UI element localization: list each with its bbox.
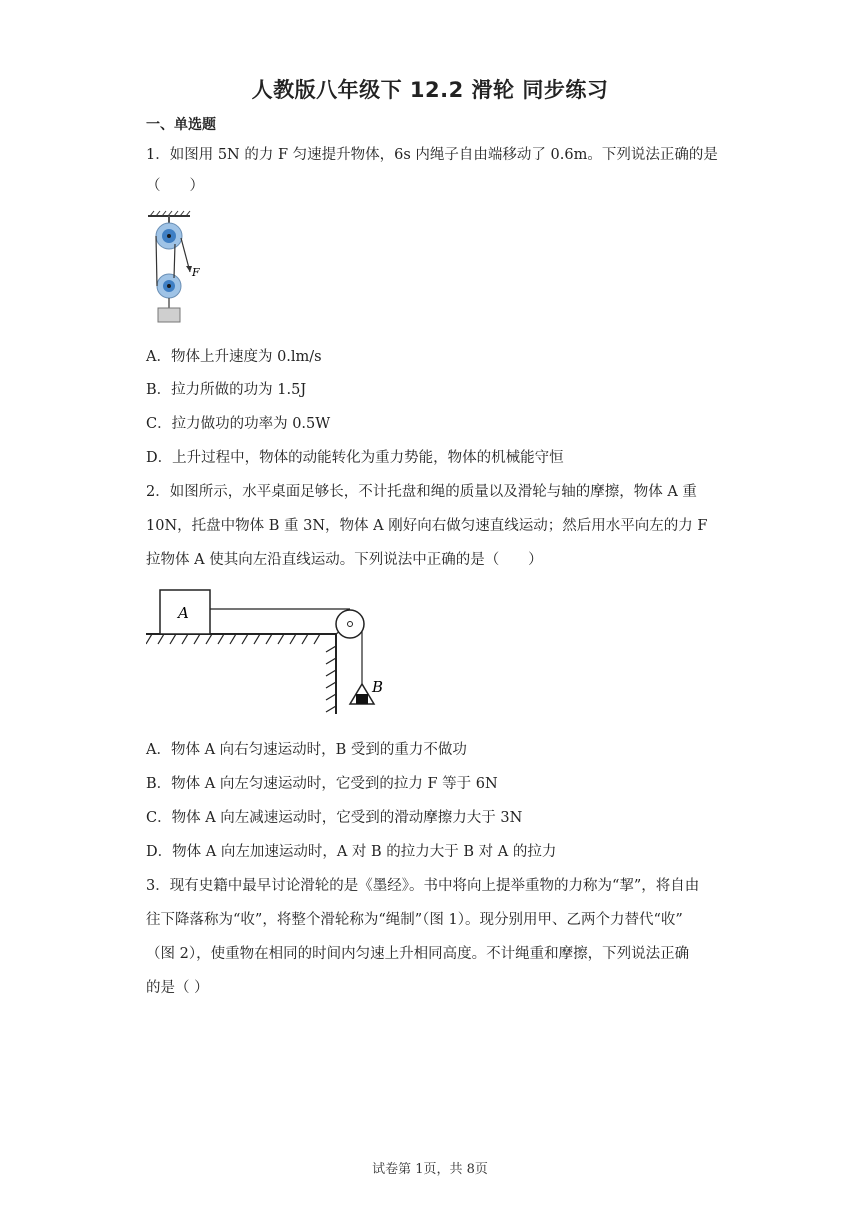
table-pulley-figure (146, 582, 396, 722)
question-3-stem-line4: 的是（ ） (146, 980, 209, 996)
q2-option-c: C．物体 A 向左减速运动时，它受到的滑动摩擦力大于 3N (146, 810, 523, 826)
section-heading: 一、单选题 (146, 117, 216, 133)
q1-option-a: A．物体上升速度为 0.lm/s (146, 349, 322, 365)
block-b-label: B (372, 678, 384, 696)
q1-option-d: D．上升过程中，物体的动能转化为重力势能，物体的机械能守恒 (146, 450, 564, 466)
q1-option-c: C．拉力做功的功率为 0.5W (146, 416, 331, 432)
force-f-label: F (192, 266, 200, 279)
question-2-stem-line1: 2．如图所示，水平桌面足够长，不计托盘和绳的质量以及滑轮与轴的摩擦，物体 A 重 (146, 484, 697, 500)
q2-option-b: B．物体 A 向左匀速运动时，它受到的拉力 F 等于 6N (146, 776, 498, 792)
q2-option-d: D．物体 A 向左加速运动时，A 对 B 的拉力大于 B 对 A 的拉力 (146, 844, 557, 860)
question-3-stem-line3: （图 2），使重物在相同的时间内匀速上升相同高度。不计绳重和摩擦，下列说法正确 (146, 946, 690, 962)
page-title: 人教版八年级下 12.2 滑轮 同步练习 (251, 78, 609, 102)
question-1-stem-line2: （ ） (146, 178, 204, 194)
q1-option-b: B．拉力所做的功为 1.5J (146, 382, 307, 398)
question-3-stem-line1: 3．现有史籍中最早讨论滑轮的是《墨经》。书中将向上提举重物的力称为“挈”，将自由 (146, 878, 700, 894)
q2-option-a: A．物体 A 向右匀速运动时，B 受到的重力不做功 (146, 742, 467, 758)
question-2-stem-line3: 拉物体 A 使其向左沿直线运动。下列说法中正确的是（ ） (146, 552, 543, 568)
question-2-stem-line2: 10N，托盘中物体 B 重 3N，物体 A 刚好向右做匀速直线运动；然后用水平向左的力 F (146, 518, 708, 534)
block-a-label: A (178, 604, 189, 622)
pulley-block-figure (146, 210, 216, 330)
question-3-stem-line2: 往下降落称为“收”，将整个滑轮称为“绳制”（图 1）。现分别用甲、乙两个力替代“收” (146, 912, 683, 928)
page-footer: 试卷第 1页，共 8页 (372, 1162, 488, 1177)
question-1-stem-line1: 1．如图用 5N 的力 F 匀速提升物体，6s 内绳子自由端移动了 0.6m。下列说法正确的是 (146, 147, 718, 163)
